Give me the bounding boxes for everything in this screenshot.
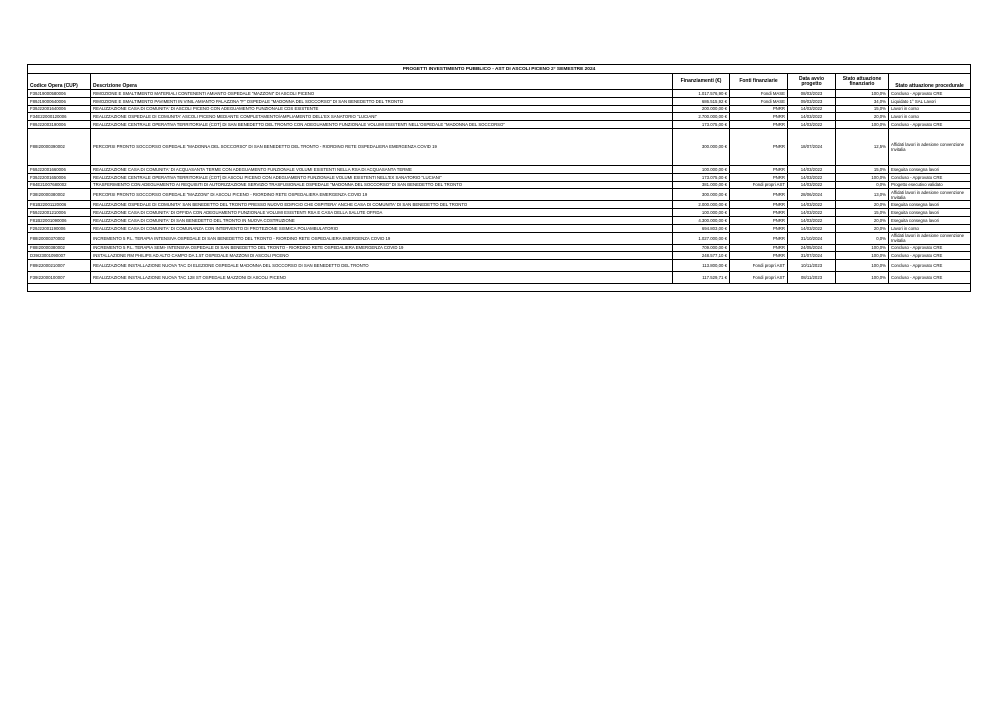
cell-start-date: 08/03/2023 bbox=[788, 90, 836, 98]
cell-funding-source: PNRR bbox=[730, 252, 788, 260]
cell-procedural-status: Concluso - Approvato CRE bbox=[889, 173, 971, 181]
cell-start-date: 14/03/2022 bbox=[788, 105, 836, 113]
cell-start-date: 28/06/2024 bbox=[788, 189, 836, 201]
cell-financing: 1.027.000,00 € bbox=[673, 232, 730, 244]
cell-financial-status: 0,0% bbox=[836, 181, 889, 189]
cell-start-date: 14/03/2022 bbox=[788, 173, 836, 181]
cell-cup: F69J22001660006 bbox=[28, 165, 91, 173]
cell-cup: F59J22001210006 bbox=[28, 209, 91, 217]
cell-description: REALIZZAZIONE CENTRALE OPERATIVA TERRITORIALE (COT) DI SAN BENEDETTO DEL TRONTO CON ADEGUAMENTO FUNZIONALE VOLUMI ESISTENTI NELL'OSPEDALE "MADONNA DEL SOCCORSO" bbox=[91, 121, 673, 129]
cell-start-date: 14/03/2022 bbox=[788, 165, 836, 173]
cell-start-date: 24/05/2024 bbox=[788, 244, 836, 252]
cell-start-date: 14/03/2022 bbox=[788, 209, 836, 217]
cell-financial-status: 100,0% bbox=[836, 260, 889, 272]
header-funding-sources: Fonti finanziarie bbox=[730, 74, 788, 90]
cell-funding-source: PNRR bbox=[730, 113, 788, 121]
cell-financing: 686.515,92 € bbox=[673, 97, 730, 105]
cell-financing: 117.529,71 € bbox=[673, 272, 730, 284]
cell-funding-source: PNRR bbox=[730, 165, 788, 173]
spreadsheet-sheet bbox=[27, 64, 970, 292]
cell-description: REALIZZAZIONE CENTRALE OPERATIVA TERRITORIALE (COT) DI ASCOLI PICENO CON ADEGUAMENTO FUNZIONALE VOLUMI ESISTENTI NELL'EX SANATORIO "LUCIANI" bbox=[91, 173, 673, 181]
table-title: PROGETTI INVESTIMENTO PUBBLICO - AST DI ASCOLI PICENO 2° SEMESTRE 2024 bbox=[28, 65, 971, 74]
cell-description: REALIZZAZIONE CASA DI COMUNITA' DI ACQUASANTA TERME CON ADEGUAMENTO FUNZIONALE VOLUMI ESISTENTI NELLA RSA DI ACQUASANTA TERME bbox=[91, 165, 673, 173]
header-financial-status: Stato attuazione finanziario bbox=[836, 74, 889, 90]
table-row bbox=[28, 232, 971, 244]
cell-procedural-status: Lavori in corso bbox=[889, 113, 971, 121]
cell-financial-status: 12,5% bbox=[836, 128, 889, 165]
cell-procedural-status: Progetto esecutivo validato bbox=[889, 181, 971, 189]
cell-funding-source: PNRR bbox=[730, 105, 788, 113]
cell-procedural-status: Concluso - Approvato CRE bbox=[889, 90, 971, 98]
table-row bbox=[28, 113, 971, 121]
cell-cup: F89J22003190006 bbox=[28, 121, 91, 129]
cell-funding-source: PNRR bbox=[730, 173, 788, 181]
cell-procedural-status: Concluso - Approvato CRE bbox=[889, 252, 971, 260]
cell-financing: 300.000,00 € bbox=[673, 128, 730, 165]
table-body bbox=[28, 90, 971, 284]
cell-funding-source: PNRR bbox=[730, 244, 788, 252]
table-row bbox=[28, 209, 971, 217]
cell-description: RIMOZIONE E SMALTIMENTO MATERIALI CONTENENTI AMIANTO OSPEDALE "MAZZONI" DI ASCOLI PICENO bbox=[91, 90, 673, 98]
cell-cup: F84E21007680002 bbox=[28, 181, 91, 189]
cell-cup: F88I20000370002 bbox=[28, 232, 91, 244]
cell-financial-status: 20,0% bbox=[836, 224, 889, 232]
cell-procedural-status: Affidati lavori in adesione convenzione Invitalia bbox=[889, 189, 971, 201]
cell-financing: 173.075,00 € bbox=[673, 121, 730, 129]
cell-funding-source: Fondi MASE bbox=[730, 97, 788, 105]
cell-funding-source: Fondi propri AST bbox=[730, 272, 788, 284]
table-row bbox=[28, 165, 971, 173]
cell-procedural-status: Concluso - Approvato CRE bbox=[889, 272, 971, 284]
cell-start-date: 09/03/2023 bbox=[788, 97, 836, 105]
cell-cup: F88I20000380002 bbox=[28, 244, 91, 252]
cell-procedural-status: Eseguita consegna lavori bbox=[889, 165, 971, 173]
cell-financial-status: 100,0% bbox=[836, 252, 889, 260]
header-financing: Finanziamenti (€) bbox=[673, 74, 730, 90]
cell-start-date: 31/07/2024 bbox=[788, 252, 836, 260]
cell-financing: 248.577,10 € bbox=[673, 252, 730, 260]
cell-funding-source: Fondi propri AST bbox=[730, 181, 788, 189]
cell-financing: 1.017.576,90 € bbox=[673, 90, 730, 98]
cell-description: REALIZZAZIONE CASA DI COMUNITA' DI SAN BENEDETTO DEL TRONTO IN NUOVA COSTRUZIONE bbox=[91, 216, 673, 224]
footer-row bbox=[28, 284, 971, 292]
cell-cup: F34E22000120006 bbox=[28, 113, 91, 121]
cell-start-date: 14/03/2022 bbox=[788, 121, 836, 129]
header-procedural-status: Stato attuazione procedurale bbox=[889, 74, 971, 90]
table-row bbox=[28, 128, 971, 165]
table-row bbox=[28, 97, 971, 105]
cell-start-date: 14/03/2022 bbox=[788, 224, 836, 232]
cell-description: REALIZZAZIONE CASA DI COMUNITA' DI COMUNANZA CON INTERVENTO DI PROTEZIONE SISMICA POLIAMBULATORIO bbox=[91, 224, 673, 232]
cell-funding-source: PNRR bbox=[730, 189, 788, 201]
table-row bbox=[28, 189, 971, 201]
cell-financing: 694.803,00 € bbox=[673, 224, 730, 232]
table-row bbox=[28, 224, 971, 232]
cell-procedural-status: Concluso - Approvato CRE bbox=[889, 244, 971, 252]
cell-financial-status: 100,0% bbox=[836, 121, 889, 129]
cell-cup: F39J22001640006 bbox=[28, 105, 91, 113]
cell-start-date: 14/03/2022 bbox=[788, 201, 836, 209]
cell-cup: F39I22000100007 bbox=[28, 272, 91, 284]
cell-cup: F81B22001120006 bbox=[28, 201, 91, 209]
cell-description: PERCORSI PRONTO SOCCORSO OSPEDALE "MADONNA DEL SOCCORSO" DI SAN BENEDETTO DEL TRONTO - RIORDINO RETE OSPEDALIERA EMERGENZA COVID 19 bbox=[91, 128, 673, 165]
header-row bbox=[28, 74, 971, 90]
table-row bbox=[28, 252, 971, 260]
cell-cup: F88I20000390002 bbox=[28, 128, 91, 165]
footer-empty-cell bbox=[28, 284, 971, 292]
cell-financial-status: 15,0% bbox=[836, 165, 889, 173]
cell-start-date: 18/07/2024 bbox=[788, 128, 836, 165]
cell-procedural-status: Lavori in corso bbox=[889, 105, 971, 113]
title-row bbox=[28, 65, 971, 74]
cell-start-date: 14/03/2022 bbox=[788, 113, 836, 121]
cell-procedural-status: Eseguita consegna lavori bbox=[889, 216, 971, 224]
cell-start-date: 14/03/2022 bbox=[788, 181, 836, 189]
cell-procedural-status: Affidati lavori in adesione convenzione Invitalia bbox=[889, 232, 971, 244]
cell-cup: F89J19000640006 bbox=[28, 97, 91, 105]
cell-financial-status: 20,0% bbox=[836, 201, 889, 209]
cell-description: PERCORSI PRONTO SOCCORSO OSPEDALE "MAZZONI" DI ASCOLI PICENO - RIORDINO RETE OSPEDALIERA EMERGENZA COVID 19 bbox=[91, 189, 673, 201]
cell-description: REALIZZAZIONE CASA DI COMUNITA' DI ASCOLI PICENO CON ADEGUAMENTO FUNZIONALE CDS ESISTENTE bbox=[91, 105, 673, 113]
cell-cup: F81B22001090006 bbox=[28, 216, 91, 224]
cell-financing: 100.000,00 € bbox=[673, 209, 730, 217]
cell-funding-source: PNRR bbox=[730, 128, 788, 165]
cell-financial-status: 100,0% bbox=[836, 244, 889, 252]
cell-funding-source: PNRR bbox=[730, 232, 788, 244]
cell-financing: 381.000,00 € bbox=[673, 181, 730, 189]
cell-financial-status: 0,0% bbox=[836, 232, 889, 244]
cell-procedural-status: Eseguita consegna lavori bbox=[889, 209, 971, 217]
cell-start-date: 14/03/2022 bbox=[788, 216, 836, 224]
cell-financial-status: 100,0% bbox=[836, 272, 889, 284]
cell-financial-status: 15,0% bbox=[836, 209, 889, 217]
cell-procedural-status: Lavori in corso bbox=[889, 224, 971, 232]
cell-funding-source: Fondi MASE bbox=[730, 90, 788, 98]
cell-financing: 113.800,00 € bbox=[673, 260, 730, 272]
cell-procedural-status: Liquidato 1° SAL Lavori bbox=[889, 97, 971, 105]
cell-financial-status: 15,0% bbox=[836, 105, 889, 113]
cell-financing: 2.700.000,00 € bbox=[673, 113, 730, 121]
table-row bbox=[28, 201, 971, 209]
header-cup: Codice Opera (CUP) bbox=[28, 74, 91, 90]
cell-description: REALIZZAZIONE INSTALLAZIONE NUOVA TAC 128 ST OSPEDALE MAZZONI DI ASCOLI PICENO bbox=[91, 272, 673, 284]
table-row bbox=[28, 260, 971, 272]
cell-description: TRASFERIMENTO CON ADEGUAMENTO AI REQUISITI DI AUTORIZZAZIONE SERVIZIO TRASFUSIONALE OSPEDALE "MADONNA DEL SOCCORSO" DI SAN BENEDETTO DEL TRONTO bbox=[91, 181, 673, 189]
cell-financing: 200.000,00 € bbox=[673, 105, 730, 113]
header-start-date: Data avvio progetto bbox=[788, 74, 836, 90]
cell-start-date: 31/10/2024 bbox=[788, 232, 836, 244]
cell-financing: 4.300.000,00 € bbox=[673, 216, 730, 224]
cell-financial-status: 13,0% bbox=[836, 189, 889, 201]
cell-financial-status: 20,0% bbox=[836, 216, 889, 224]
cell-cup: F29J22001190006 bbox=[28, 224, 91, 232]
table-row bbox=[28, 216, 971, 224]
cell-financing: 173.075,00 € bbox=[673, 173, 730, 181]
table-row bbox=[28, 173, 971, 181]
table-row bbox=[28, 121, 971, 129]
cell-funding-source: PNRR bbox=[730, 224, 788, 232]
cell-funding-source: PNRR bbox=[730, 201, 788, 209]
table-row bbox=[28, 181, 971, 189]
cell-financing: 709.000,00 € bbox=[673, 244, 730, 252]
table-row bbox=[28, 90, 971, 98]
cell-funding-source: PNRR bbox=[730, 209, 788, 217]
cell-procedural-status: Concluso - Approvato CRE bbox=[889, 121, 971, 129]
cell-start-date: 08/11/2023 bbox=[788, 272, 836, 284]
cell-description: INSTALLAZIONE RM PHILIPS AD ALTO CAMPO DA 1.5T OSPEDALE MAZZONI DI ASCOLI PICENO bbox=[91, 252, 673, 260]
cell-financial-status: 100,0% bbox=[836, 173, 889, 181]
cell-description: REALIZZAZIONE OSPEDALE DI COMUNITA' SAN BENEDETTO DEL TRONTO PRESSO NUOVO EDIFICIO CHE OSPITERA' ANCHE CASA DI COMUNITA' DI SAN BENEDETTO DEL TRONTO bbox=[91, 201, 673, 209]
cell-financing: 2.000.000,00 € bbox=[673, 201, 730, 209]
cell-funding-source: PNRR bbox=[730, 121, 788, 129]
cell-financing: 300.000,00 € bbox=[673, 189, 730, 201]
cell-description: REALIZZAZIONE CASA DI COMUNITA' DI OFFIDA CON ADEGUAMENTO FUNZIONALE VOLUMI ESISTENTI RSA E CASA DELLA SALUTE OFFIDA bbox=[91, 209, 673, 217]
cell-start-date: 10/11/2023 bbox=[788, 260, 836, 272]
cell-funding-source: PNRR bbox=[730, 216, 788, 224]
cell-cup: F89I22000210007 bbox=[28, 260, 91, 272]
cell-financial-status: 100,0% bbox=[836, 90, 889, 98]
cell-procedural-status: Concluso - Approvato CRE bbox=[889, 260, 971, 272]
cell-procedural-status: Affidati lavori in adesione convenzione Invitalia bbox=[889, 128, 971, 165]
cell-description: INCREMENTO 5 P.L. TERAPIA INTENSIVA OSPEDALE DI SAN BENEDETTO DEL TRONTO - RIORDINO RETE OSPEDALIERA EMERGENZA COVID 19 bbox=[91, 232, 673, 244]
cell-cup: F38I20000380002 bbox=[28, 189, 91, 201]
header-description: Descrizione Opera bbox=[91, 74, 673, 90]
table-row bbox=[28, 244, 971, 252]
cell-description: INCREMENTO 5 P.L. TERAPIA SEMI- INTENSIVA OSPEDALE DI SAN BENEDETTO DEL TRONTO - RIORDINO RETE OSPEDALIERA EMERGENZA COVID 19 bbox=[91, 244, 673, 252]
cell-cup: F39J19000580006 bbox=[28, 90, 91, 98]
cell-funding-source: Fondi propri AST bbox=[730, 260, 788, 272]
cell-description: REALIZZAZIONE INSTALLAZIONE NUOVA TAC DI ELEZIONE OSPEDALE MADONNA DEL SOCCORSO DI SAN BENEDETTO DEL TRONTO bbox=[91, 260, 673, 272]
cell-cup: D39I23001090007 bbox=[28, 252, 91, 260]
cell-description: RIMOZIONE E SMALTIMENTO PAVIMENTI IN VINIL AMIANTO PALAZZINA "F" OSPEDALE "MADONNA DEL SOCCORSO" DI SAN BENEDETTO DEL TRONTO bbox=[91, 97, 673, 105]
cell-financial-status: 34,0% bbox=[836, 97, 889, 105]
table-row bbox=[28, 272, 971, 284]
cell-description: REALIZZAZIONE OSPEDALE DI COMUNITA' ASCOLI PICENO MEDIANTE COMPLETAMENTO/AMPLIAMENTO DELL'EX SANATORIO "LUCIANI" bbox=[91, 113, 673, 121]
table-row bbox=[28, 105, 971, 113]
cell-financial-status: 20,0% bbox=[836, 113, 889, 121]
projects-table bbox=[27, 64, 971, 292]
cell-cup: F39J22001650006 bbox=[28, 173, 91, 181]
cell-financing: 100.000,00 € bbox=[673, 165, 730, 173]
cell-procedural-status: Eseguita consegna lavori bbox=[889, 201, 971, 209]
